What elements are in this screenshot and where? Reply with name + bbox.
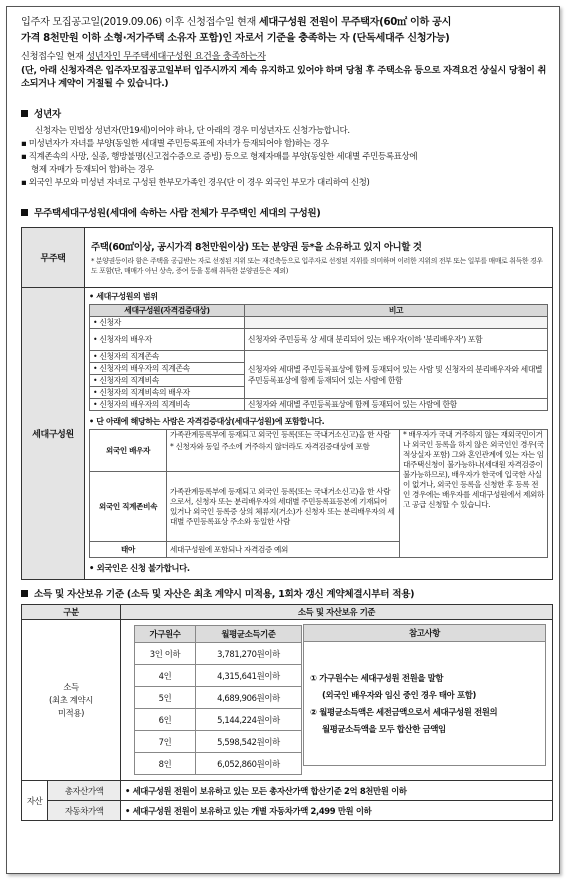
section-household-title: 무주택세대구성원(세대에 속하는 사람 전체가 무주택인 세대의 구성원) (21, 205, 320, 219)
adult-bullet-3: ▪ 외국인 부모와 미성년 자녀로 구성된 한부모가족인 경우(단 이 경우 외국인 부모가 대리하여 신청) (21, 178, 370, 188)
income-row (135, 643, 302, 665)
eligibility-lead: 신청접수일 현재 (21, 51, 87, 62)
extra-text: 세대구성원에 포함되나 자격검증 예외 (167, 542, 400, 558)
extra-text: 가족관계등록부에 등재되고 외국인 등록(또는 국내거소신고)을 한 사람으로서, 신청자 또는 분리배우자의 세대별 주민등록표등본에 기재되어 있거나 외국인 등록증 상의 체류지(거소)가 신청자 또는 분리배우자의 세대별 주민등록표상 주소와 동일한 사람 (167, 472, 400, 542)
income-amount: 3,781,270원이하 (196, 643, 302, 665)
square-bullet-icon (21, 209, 28, 216)
asset-car-text: • 세대구성원 전원이 보유하고 있는 개별 자동차가액 2,499 만원 이하 (121, 801, 553, 821)
adult-bullet-2: ▪ 직계존속의 사망, 실종, 행방불명(신고접수증으로 증빙) 등으로 형제자매를 부양(동일한 세대별 주민등록표상에 (21, 152, 418, 162)
scope-table (89, 304, 548, 411)
intro-line1-lead: 입주자 모집공고일(2019.09.06) 이후 신청접수일 현재 (21, 17, 259, 28)
extra-members-table (89, 429, 548, 558)
no-house-footnote: * 분양권등이라 함은 주택을 공급받는 자로 선정된 지위 또는 재건축등으로 입주자로 선정된 지위를 의미하며 이러한 지위의 전부 또는 일부를 매매로 취득한 경우도 포함(단, 매매가 아닌 상속, 증여 등을 통해 취득한 분양권등은 제외) (91, 257, 543, 275)
scope-title: • 세대구성원의 범위 (89, 292, 158, 301)
income-row (135, 687, 302, 709)
reference-2: ② 월평균소득액은 세전금액으로서 세대구성원 전원의 (310, 706, 498, 717)
income-row (135, 731, 302, 753)
no-house-condition: 주택(60㎡이상, 공시가격 8천만원이상) 또는 분양권 등*을 소유하고 있지 아니할 것 (91, 242, 422, 253)
adult-paragraph: 신청자는 민법상 성년자(만19세)이어야 하나, 단 아래의 경우 미성년자도 신청가능합니다. (35, 126, 350, 136)
scope-row: • 신청자 (90, 317, 245, 329)
scope-row: • 신청자의 배우자의 직계존속 (90, 363, 245, 375)
scope-header-member: 세대구성원(자격검증대상) (90, 305, 245, 317)
asset-label: 자산 (22, 781, 48, 821)
section-adult-body (21, 125, 551, 190)
document-page (6, 6, 560, 874)
scope-header-remark: 비고 (245, 305, 548, 317)
scope-row: • 신청자의 직계비속 (90, 375, 245, 387)
eligibility-underlined: 성년자인 무주택세대구성원 요건을 충족하는자 (86, 51, 266, 62)
household-size: 7인 (135, 731, 196, 753)
col-reference: 참고사항 (304, 625, 546, 642)
scope-row: • 신청자의 직계비속의 배우자 (90, 387, 245, 399)
income-label: 소득 (63, 681, 79, 692)
reference-1: ① 가구원수는 세대구성원 전원을 말함 (310, 672, 444, 683)
row-label-household: 세대구성원 (22, 288, 85, 580)
header-standard: 소득 및 자산보유 기준 (121, 605, 553, 620)
asset-car-label: 자동차가액 (48, 801, 121, 821)
intro-paragraph (21, 15, 549, 46)
scope-note: 신청자와 세대별 주민등록표상에 함께 등재되어 있는 사람에 한함 (245, 399, 548, 411)
adult-bullet-2-cont: 형제 자매가 등재되어 함)하는 경우 (31, 165, 154, 175)
household-size: 8인 (135, 753, 196, 775)
income-amount: 5,144,224원이하 (196, 709, 302, 731)
section-income-title: 소득 및 자산보유 기준 (소득 및 자산은 최초 계약시 미적용, 1회차 갱신 계약체결시부터 적용) (21, 586, 414, 600)
foreigner-note: • 외국인은 신청 불가합니다. (89, 563, 190, 573)
eligibility-note (21, 50, 549, 91)
household-size: 4인 (135, 665, 196, 687)
income-row (135, 665, 302, 687)
income-row (135, 753, 302, 775)
intro-line2: 가격 8천만원 이하 소형·저가주택 소유자 포함)인 자로서 기준을 충족하는 자 (단독세대주 신청가능) (21, 32, 450, 44)
household-table (21, 227, 553, 580)
income-threshold-table (134, 625, 302, 775)
square-bullet-icon (21, 110, 28, 117)
col-income: 월평균소득기준 (196, 626, 302, 643)
scope-row: • 신청자의 배우자의 직계비속 (90, 399, 245, 411)
income-amount: 4,315,641원이하 (196, 665, 302, 687)
col-household: 가구원수 (135, 626, 196, 643)
household-size: 6인 (135, 709, 196, 731)
extra-note: * 신청자와 동일 주소에 거주하지 않더라도 자격검증대상에 포함 (170, 442, 370, 451)
extra-side-note: * 배우자가 국내 거주하지 않는 재외국민이거나 외국인 등록을 하지 않은 외국인인 경우(국적상실자 포함) 그와 혼인관계에 있는 자는 임대주택신청이 불가능하나(세대원 자격검증이 불가능하므로), 배우자가 한국에 입국한 사실이 없거나, 외국인 등록을 신청한 후 등록 전인 경우에는 배우자를 세대구성원에서 제외하고 공급 신청할 수 있습니다. (400, 430, 548, 558)
income-asset-table: 구분 소득 및 자산보유 기준 소득 (최초 계약시 미적용) 가구원수 월평균소득기준 3인 이하 3,781,270원이하 4인 4,315,641원이하 5인 4,689,906원이하 6인 5,144,224원이하 7인 5,598,542원이하 8인 6,052,860원이하 참고사항 ① 가구원수는 세대구성원 전원을 말함 (외국인 배우자와 임신 중인 경우 태아 포함) ② 월평균소득액은 세전금액으로서 세대구성원 전원의 월평균소득액을 모두 합산한 금액임 자산 총자산가액 • 세대구성원 전원이 보유하고 있는 모든 총자산가액 합산기준 2억 8천만원 이하 자동차가액 • 세대구성원 전원이 보유하고 있는 개별 자동차가액 2,499 만원 이하 (21, 604, 553, 821)
household-size: 3인 이하 (135, 643, 196, 665)
asset-total-label: 총자산가액 (48, 781, 121, 801)
extra-label: 외국인 배우자 (90, 430, 167, 472)
square-bullet-icon (21, 590, 28, 597)
income-amount: 6,052,860원이하 (196, 753, 302, 775)
adult-bullet-1: ▪ 미성년자가 자녀를 부양(동일한 세대별 주민등록표에 자녀가 등재되어야 함)하는 경우 (21, 139, 329, 149)
scope-note: 신청자와 세대별 주민등록표상에 함께 등재되어 있는 사람 및 신청자의 분리배우자와 세대별 주민등록표상에 함께 등재되어 있는 사람에 한함 (245, 351, 548, 399)
intro-line1-emphasis: 세대구성원 전원이 무주택자(60㎡ 이하 공시 (258, 17, 452, 28)
scope-row: • 신청자의 직계존속 (90, 351, 245, 363)
income-amount: 4,689,906원이하 (196, 687, 302, 709)
extra-text: 가족관계등록부에 등재되고 외국인 등록(또는 국내거소신고)을 한 사람 (170, 430, 391, 439)
scope-row: • 신청자의 배우자 (90, 329, 245, 351)
extra-label: 외국인 직계존비속 (90, 472, 167, 542)
header-category: 구분 (22, 605, 121, 620)
income-row (135, 709, 302, 731)
eligibility-warning: (단, 아래 신청자격은 입주자모집공고일부터 입주시까지 계속 유지하고 있어야 하며 당첨 후 주택소유 등으로 자격요건 상실시 당첨이 취소되거나 계약이 거절될 수 있습니다.) (21, 64, 547, 89)
scope-note: 신청자와 주민등록 상 세대 분리되어 있는 배우자(이하 '분리배우자') 포함 (245, 329, 548, 351)
extra-label: 태아 (90, 542, 167, 558)
household-size: 5인 (135, 687, 196, 709)
row-label-no-house: 무주택 (22, 228, 85, 288)
extra-members-title: • 단 아래에 해당하는 사람은 자격검증대상(세대구성원)에 포함합니다. (89, 417, 325, 426)
asset-total-text: • 세대구성원 전원이 보유하고 있는 모든 총자산가액 합산기준 2억 8천만원 이하 (121, 781, 553, 801)
section-adult-title: 성년자 (21, 106, 61, 120)
income-amount: 5,598,542원이하 (196, 731, 302, 753)
